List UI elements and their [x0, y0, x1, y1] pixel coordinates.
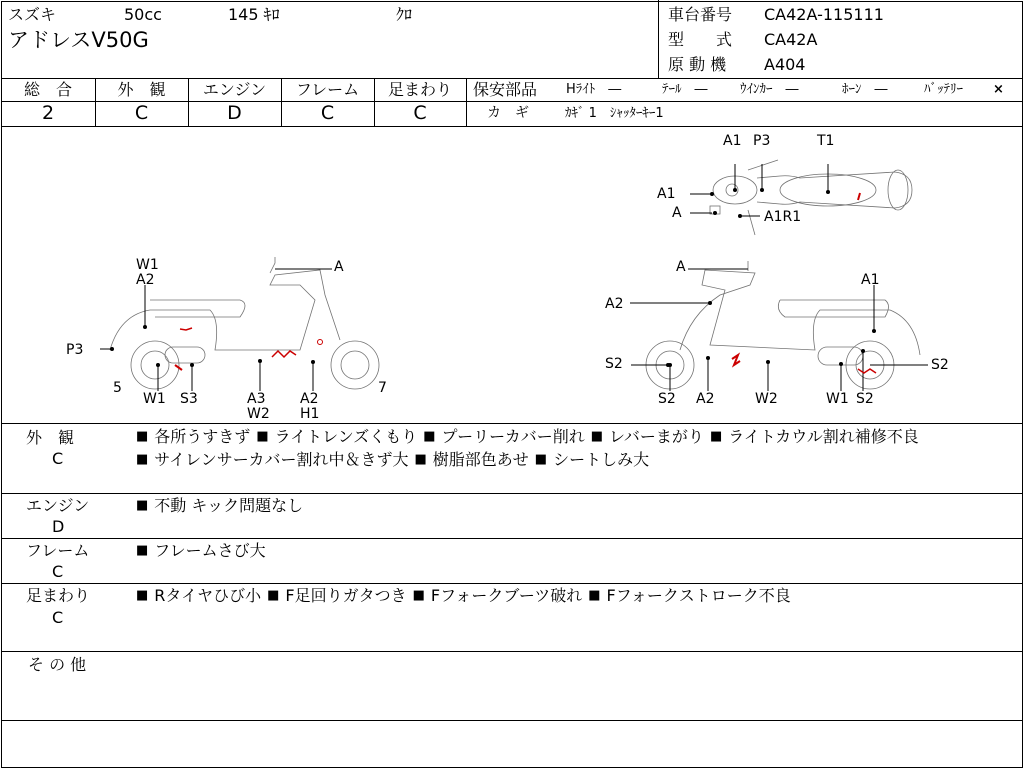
color: ｸﾛ	[396, 5, 413, 24]
frame-grade-label: フレーム	[295, 80, 360, 99]
remarks-line-5	[1, 720, 1023, 721]
model-code-label: 型 式	[668, 30, 733, 49]
remarks-exterior-line2	[136, 451, 649, 469]
diagram-bottom-line	[1, 423, 1023, 424]
bullet: ■	[136, 452, 149, 467]
label-right-s2-left: S2	[605, 356, 623, 372]
remarks-engine-line	[136, 497, 303, 515]
label-right-s2-bottom-right: S2	[856, 391, 874, 407]
key-value: ｶｷﾞ 1 ｼｬｯﾀｰｷｰ1	[565, 106, 664, 121]
remarks-exterior-label: 外 観	[26, 428, 75, 447]
label-left-w1-bottom: W1	[143, 391, 166, 407]
remarks-line-2	[1, 538, 1023, 539]
remark-item: 樹脂部色あせ	[432, 450, 529, 469]
remarks-exterior-line1	[136, 428, 919, 446]
overall-label: 総 合	[23, 80, 72, 99]
label-top-t1: T1	[817, 133, 835, 149]
maker: スズキ	[8, 5, 57, 24]
model-code: CA42A	[764, 30, 818, 49]
bullet: ■	[412, 588, 425, 603]
engine-grade: D	[227, 102, 242, 124]
label-left-5: 5	[113, 380, 122, 396]
label-left-a2-bottom: A2	[300, 391, 319, 407]
frame-grade: C	[320, 102, 335, 124]
scooter-right-view	[630, 255, 930, 395]
label-left-a3: A3	[247, 391, 266, 407]
label-right-w2: W2	[755, 391, 778, 407]
remarks-suspension-label: 足まわり	[26, 586, 91, 605]
key-label: カ ギ	[487, 105, 529, 121]
frame-no: CA42A-115111	[764, 5, 884, 24]
label-top-a1r1: A1R1	[764, 209, 802, 225]
label-left-s3: S3	[180, 391, 198, 407]
remarks-frame-label: フレーム	[26, 541, 90, 560]
engine-code-label: 原 動 機	[668, 55, 727, 74]
remark-item: 各所うすきず	[154, 427, 251, 446]
suspension-grade: C	[413, 102, 427, 124]
remark-item: プーリーカバー削れ	[441, 427, 585, 446]
exterior-label: 外 観	[117, 80, 166, 99]
remark-item: シートしみ大	[553, 450, 650, 469]
remarks-frame-line	[136, 542, 266, 560]
label-right-s2-bottom-left: S2	[658, 391, 676, 407]
engine-code: A404	[764, 55, 806, 74]
bullet: ■	[709, 429, 723, 444]
bullet: ■	[136, 498, 149, 513]
displacement: 50cc	[124, 5, 162, 24]
label-left-a2-top: A2	[136, 272, 155, 288]
remark-item: F足回りガタつき	[285, 586, 407, 605]
label-left-7: 7	[378, 380, 387, 396]
bullet: ■	[136, 429, 149, 444]
remarks-frame-grade: C	[52, 562, 64, 581]
remark-item: レバーまがり	[609, 427, 704, 446]
bullet: ■	[534, 452, 548, 467]
label-right-a2-bottom: A2	[696, 391, 715, 407]
frame-no-label: 車台番号	[668, 5, 733, 24]
remark-item: Fフォークブーツ破れ	[430, 586, 583, 605]
header-divider	[658, 0, 659, 78]
remarks-line-4	[1, 651, 1023, 652]
label-top-a1: A1	[723, 133, 742, 149]
engine-grade-label: エンジン	[202, 80, 267, 99]
label-top-a1-left: A1	[657, 186, 676, 202]
remark-item: Rタイヤひび小	[154, 586, 262, 605]
remark-item: ライトカウル割れ補修不良	[728, 427, 919, 446]
label-left-w2: W2	[247, 406, 270, 422]
safety-label: 保安部品	[473, 80, 538, 99]
label-left-w1: W1	[136, 257, 159, 273]
bullet: ■	[590, 429, 604, 444]
bullet: ■	[588, 588, 601, 603]
remark-item: ライトレンズくもり	[274, 427, 418, 446]
remarks-line-3	[1, 583, 1023, 584]
safety-battery-mark: ×	[993, 82, 1004, 97]
remarks-exterior-grade: C	[52, 449, 64, 468]
remark-item: サイレンサーカバー割れ中＆きず大	[154, 450, 409, 469]
overall-grade: 2	[41, 102, 55, 124]
bullet: ■	[136, 588, 149, 603]
safety-winker: ｳｲﾝｶｰ ―	[740, 82, 799, 97]
label-left-p3: P3	[66, 342, 84, 358]
suspension-grade-label: 足まわり	[387, 80, 452, 99]
remark-item: 不動 キック問題なし	[154, 496, 304, 515]
label-right-a1: A1	[861, 272, 880, 288]
bullet: ■	[414, 452, 427, 467]
remarks-other-label: そ の 他	[28, 655, 87, 674]
label-left-a: A	[334, 259, 344, 275]
grade-col-divider-5	[466, 78, 467, 126]
remarks-suspension-grade: C	[52, 608, 64, 627]
remark-item: Fフォークストローク不良	[606, 586, 791, 605]
exterior-grade: C	[134, 102, 149, 124]
remarks-suspension-line	[136, 587, 791, 605]
label-left-h1: H1	[300, 406, 320, 422]
label-right-a: A	[676, 259, 686, 275]
safety-horn: ﾎｰﾝ ―	[842, 82, 888, 97]
bullet: ■	[423, 429, 436, 444]
bullet: ■	[256, 429, 269, 444]
label-top-a: A	[672, 205, 682, 221]
remark-item: フレームさび大	[154, 541, 266, 560]
header-bottom-line	[1, 78, 1023, 79]
model-name: アドレスV50G	[8, 28, 149, 52]
grade-bottom-line	[1, 126, 1023, 127]
remarks-line-1	[1, 493, 1023, 494]
safety-battery: ﾊﾞｯﾃﾘｰ	[924, 82, 963, 97]
safety-headlight: Hﾗｲﾄ ―	[566, 82, 622, 97]
scooter-top-view	[690, 150, 930, 240]
label-right-w1: W1	[826, 391, 849, 407]
mileage: 145 ｷﾛ	[228, 5, 280, 24]
label-right-a2-top: A2	[605, 296, 624, 312]
bullet: ■	[136, 543, 149, 558]
label-top-p3: P3	[753, 133, 771, 149]
label-right-s2-right: S2	[931, 357, 949, 373]
remarks-engine-label: エンジン	[26, 496, 90, 515]
remarks-engine-grade: D	[52, 517, 65, 536]
safety-tail: ﾃｰﾙ ―	[662, 82, 708, 97]
bullet: ■	[267, 588, 280, 603]
safety-mid-line	[466, 101, 1023, 102]
